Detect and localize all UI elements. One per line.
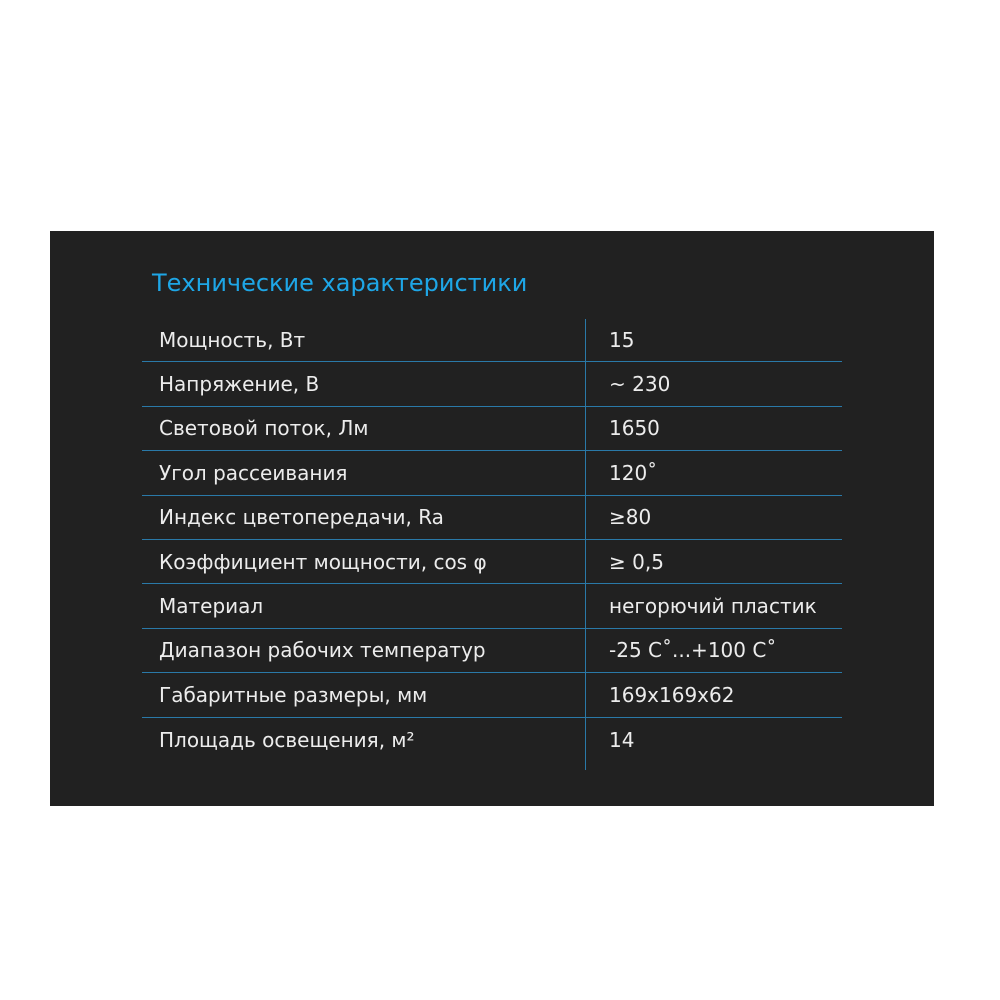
spec-value: 14: [609, 727, 635, 752]
spec-label: Мощность, Вт: [159, 327, 306, 352]
specs-table: [142, 318, 842, 762]
spec-row-temperature-range: [142, 629, 842, 673]
spec-value: негорючий пластик: [609, 594, 817, 619]
spec-value: 120˚: [609, 460, 658, 485]
spec-value: ≥ 0,5: [609, 549, 664, 574]
spec-row-dimensions: [142, 673, 842, 717]
spec-label: Индекс цветопередачи, Ra: [159, 505, 444, 530]
spec-label: Коэффициент мощности, cos φ: [159, 549, 487, 574]
spec-label: Диапазон рабочих температур: [159, 638, 486, 663]
spec-row-material: [142, 584, 842, 628]
spec-row-color-rendering: [142, 496, 842, 540]
spec-row-luminous-flux: [142, 407, 842, 451]
spec-value: 169x169x62: [609, 682, 735, 707]
spec-label: Площадь освещения, м²: [159, 727, 415, 752]
spec-row-illumination-area: [142, 718, 842, 762]
spec-label: Световой поток, Лм: [159, 416, 369, 441]
spec-value: 1650: [609, 416, 660, 441]
spec-row-power: [142, 318, 842, 362]
specs-panel: [50, 231, 934, 806]
spec-label: Габаритные размеры, мм: [159, 682, 428, 707]
spec-value: 15: [609, 327, 635, 352]
spec-label: Напряжение, В: [159, 372, 320, 397]
spec-row-voltage: [142, 362, 842, 406]
specs-title: Технические характеристики: [152, 269, 528, 297]
spec-value: ~ 230: [609, 372, 671, 397]
spec-label: Угол рассеивания: [159, 460, 348, 485]
spec-value: ≥80: [609, 505, 652, 530]
spec-value: -25 С˚...+100 С˚: [609, 638, 777, 663]
spec-row-beam-angle: [142, 451, 842, 495]
spec-label: Материал: [159, 594, 264, 619]
spec-row-power-factor: [142, 540, 842, 584]
